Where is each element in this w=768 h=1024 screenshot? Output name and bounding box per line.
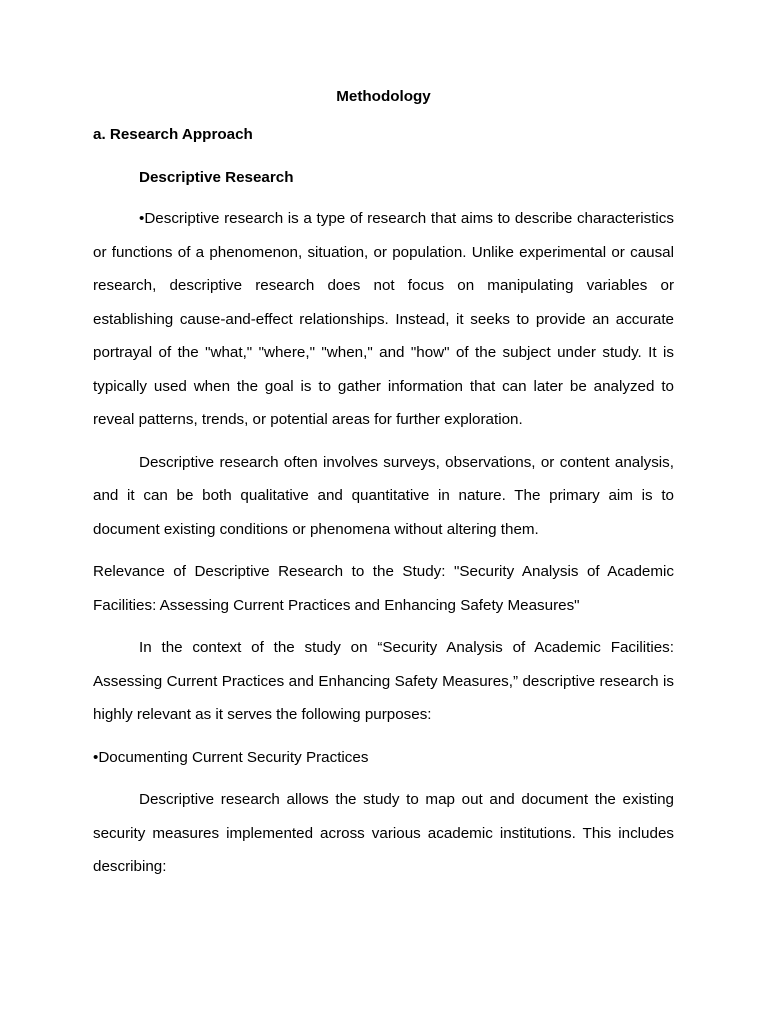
document-body [93, 82, 674, 893]
paragraph-relevance-heading: Relevance of Descriptive Research to the Study: "Security Analysis of Academic Facilities: Assessing Current Practices and Enhancing Safety Measures" [93, 563, 674, 614]
paragraph-descriptive-methods: Descriptive research often involves surveys, observations, or content analysis, and it can be both qualitative and quantitative in nature. The primary aim is to document existing conditions or phenomena without altering them. [93, 453, 674, 538]
bullet-documenting-practices: •Documenting Current Security Practices [93, 748, 369, 766]
page-title: Methodology [336, 88, 431, 105]
paragraph-documenting-description: Descriptive research allows the study to map out and document the existing security measures implemented across various academic institutions. This includes describing: [93, 791, 674, 875]
section-heading: a. Research Approach [93, 126, 253, 143]
paragraph-study-context: In the context of the study on “Security Analysis of Academic Facilities: Assessing Current Practices and Enhancing Safety Measures,” descriptive research is highly relevant as it serves the following purposes: [93, 639, 674, 723]
paragraph-descriptive-definition: •Descriptive research is a type of research that aims to describe characteristics or functions of a phenomenon, situation, or population. Unlike experimental or causal research, descriptive research does not focus on manipulating variables or establishing cause-and-effect relationships. Instead, it seeks to provide an accurate portrayal of the "what," "where," "when," and "how" of the subject under study. It is typically used when the goal is to gather information that can later be analyzed to reveal patterns, trends, or potential areas for further exploration. [93, 210, 674, 428]
subsection-heading: Descriptive Research [139, 169, 294, 186]
